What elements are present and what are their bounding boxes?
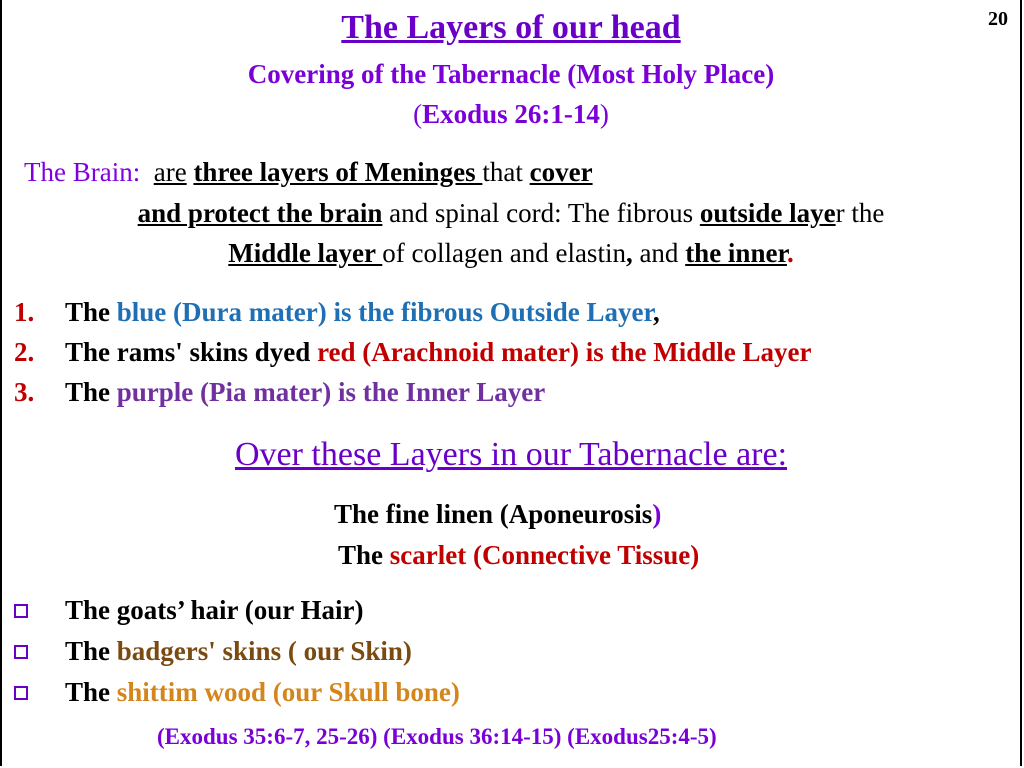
list-number: 1. bbox=[14, 297, 35, 327]
subtitle: Covering of the Tabernacle (Most Holy Place) bbox=[247, 59, 775, 89]
list-text bbox=[65, 595, 364, 626]
ref-open: ( bbox=[413, 99, 423, 129]
scarlet-lead: The bbox=[338, 540, 390, 570]
brain-line-1 bbox=[24, 157, 593, 188]
brain-line-3 bbox=[2, 238, 1020, 269]
checkbox-bullet-icon bbox=[14, 645, 28, 659]
list-lead: The bbox=[65, 636, 117, 666]
ref-close: ) bbox=[599, 99, 609, 129]
comma: , bbox=[625, 238, 633, 268]
scarlet-colored: scarlet (Connective Tissue) bbox=[389, 540, 700, 570]
spinal-cord-text: and spinal cord: The fibrous bbox=[382, 198, 700, 228]
scarlet-line bbox=[338, 540, 699, 571]
protect-brain: and protect the brain bbox=[137, 198, 383, 228]
bottom-reference: (Exodus 35:6-7, 25-26) (Exodus 36:14-15) (Exodus25:4-5) bbox=[157, 724, 717, 749]
list-lead: The rams' skins dyed bbox=[65, 337, 318, 367]
brain-line-2 bbox=[2, 198, 1020, 229]
brain-label: The Brain: bbox=[24, 157, 141, 187]
page-number: 20 bbox=[988, 8, 1008, 30]
checkbox-bullet-icon bbox=[14, 604, 28, 618]
list-tail: , bbox=[653, 297, 660, 327]
collagen-text: of collagen and elastin bbox=[382, 238, 626, 268]
final-dot: . bbox=[786, 238, 794, 268]
list-colored: red (Arachnoid mater) is the Middle Layer bbox=[317, 337, 812, 367]
over-heading: Over these Layers in our Tabernacle are: bbox=[234, 436, 788, 473]
list-lead: The bbox=[65, 677, 117, 707]
linen-line bbox=[334, 499, 661, 530]
list-colored: blue (Dura mater) is the fibrous Outside Layer bbox=[116, 297, 654, 327]
outside-layer: outside laye bbox=[699, 198, 836, 228]
cover-word: cover bbox=[529, 157, 593, 187]
linen-close: ) bbox=[652, 499, 662, 529]
list-colored: shittim wood (our Skull bone) bbox=[116, 677, 460, 707]
the-inner: the inner bbox=[685, 238, 787, 268]
list-text bbox=[65, 677, 460, 708]
list-lead: The bbox=[65, 297, 117, 327]
checkbox-bullet-icon bbox=[14, 686, 28, 700]
middle-layer: Middle layer bbox=[228, 238, 383, 268]
that-word: that bbox=[482, 157, 523, 187]
ref-text: Exodus 26:1-14 bbox=[422, 99, 600, 129]
are-word: are bbox=[153, 157, 187, 187]
list-text bbox=[65, 377, 545, 408]
three-layers: three layers of Meninges bbox=[193, 157, 483, 187]
list-colored: badgers' skins ( our Skin) bbox=[116, 636, 412, 666]
list-number: 2. bbox=[14, 337, 35, 367]
list-text bbox=[65, 636, 412, 667]
page-title: The Layers of our head bbox=[341, 9, 681, 46]
scripture-reference bbox=[2, 99, 1020, 130]
the-word: r the bbox=[835, 198, 885, 228]
list-text bbox=[65, 297, 660, 328]
list-lead: The goats’ hair (our Hair) bbox=[65, 595, 364, 625]
list-colored: purple (Pia mater) is the Inner Layer bbox=[116, 377, 546, 407]
list-text bbox=[65, 337, 812, 368]
linen-lead: The fine linen ( bbox=[334, 499, 509, 529]
and-word: and bbox=[632, 238, 686, 268]
linen-word: Aponeurosis bbox=[508, 499, 653, 529]
list-number: 3. bbox=[14, 377, 35, 407]
list-lead: The bbox=[65, 377, 117, 407]
